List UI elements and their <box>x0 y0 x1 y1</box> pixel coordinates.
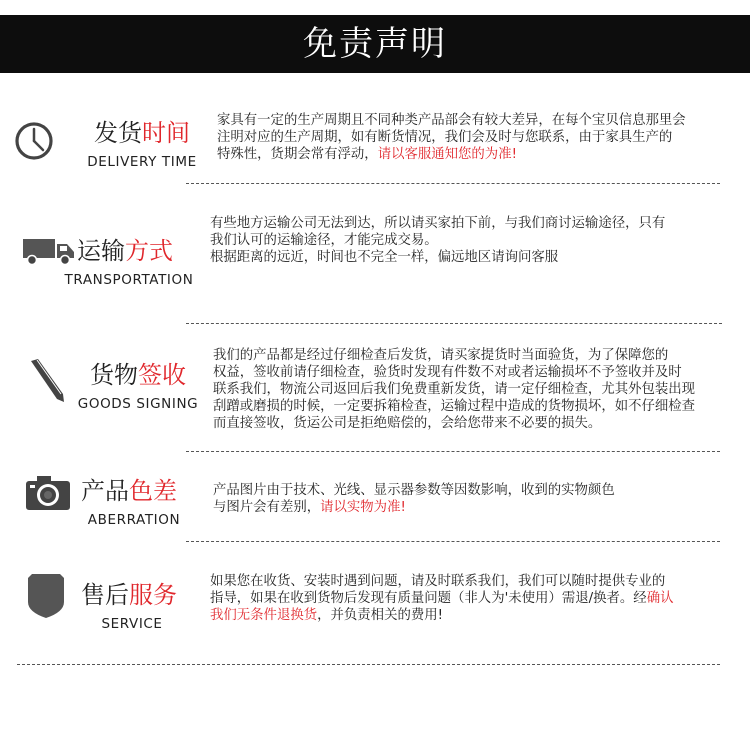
title-black: 产品 <box>81 477 129 505</box>
title-red: 方式 <box>125 237 173 265</box>
desc-highlight: 确认 <box>646 591 674 606</box>
section-title <box>72 118 212 171</box>
title-english: GOODS SIGNING <box>77 396 199 412</box>
section-title <box>62 580 202 633</box>
title-red: 签收 <box>138 361 186 389</box>
title-red: 服务 <box>129 581 177 609</box>
pen-icon <box>28 358 68 406</box>
section-description <box>210 573 745 624</box>
section-delivery-time <box>0 100 750 190</box>
desc-line: 我们的产品都是经过仔细检查后发货，请买家提货时当面验货，为了保障您的 <box>213 348 669 363</box>
desc-line: 权益，签收前请仔细检查，验货时发现有件数不对或者运输损坏不予签收并及时 <box>213 365 682 380</box>
title-black: 售后 <box>81 581 129 609</box>
section-service <box>0 560 750 660</box>
desc-line: 特殊性，货期会常有浮动， <box>217 147 378 162</box>
desc-highlight: 我们无条件退换货 <box>210 608 318 623</box>
section-description <box>217 112 737 163</box>
title-red: 色差 <box>129 477 177 505</box>
section-title <box>54 236 204 289</box>
section-goods-signing <box>0 340 750 440</box>
desc-line: 家具有一定的生产周期且不同种类产品部会有较大差异，在每个宝贝信息那里会 <box>217 113 686 128</box>
title-black: 运输 <box>77 237 125 265</box>
divider <box>17 664 720 665</box>
divider <box>186 451 720 452</box>
desc-line: 与图片会有差别， <box>213 500 321 515</box>
clock-icon <box>14 118 54 164</box>
title-english: SERVICE <box>101 616 163 632</box>
page-title: 免责声明 <box>303 24 447 64</box>
title-english: ABERRATION <box>87 512 181 528</box>
section-title <box>64 476 204 529</box>
desc-line: 而直接签收，货运公司是拒绝赔偿的，会给您带来不必要的损失。 <box>213 416 602 431</box>
section-description <box>213 347 745 432</box>
desc-line: ，并负责相关的费用! <box>317 608 444 623</box>
divider <box>186 541 720 542</box>
section-transportation <box>0 205 750 320</box>
title-english: TRANSPORTATION <box>64 272 194 288</box>
desc-line: 指导，如果在收到货物后发现有质量问题（非人为'未使用）需退/换者。经 <box>210 591 647 606</box>
section-aberration <box>0 460 750 540</box>
desc-line: 产品图片由于技术、光线、显示器参数等因数影响，收到的实物颜色 <box>213 483 615 498</box>
header-bar <box>0 15 750 73</box>
title-red: 时间 <box>142 119 190 147</box>
desc-highlight: 请以实物为准! <box>320 500 406 515</box>
desc-highlight: 请以客服通知您的为准! <box>377 147 517 162</box>
desc-line: 根据距离的远近，时间也不完全一样，偏远地区请询问客服 <box>210 250 559 265</box>
title-black: 货物 <box>90 361 138 389</box>
desc-line: 联系我们，物流公司返回后我们免费重新发货，请一定仔细检查，尤其外包装出现 <box>213 382 696 397</box>
desc-line: 如果您在收货、安装时遇到问题，请及时联系我们，我们可以随时提供专业的 <box>210 574 666 589</box>
title-black: 发货 <box>94 119 142 147</box>
title-english: DELIVERY TIME <box>87 154 197 170</box>
section-description <box>210 215 740 266</box>
desc-line: 我们认可的运输途径，才能完成交易。 <box>210 233 438 248</box>
divider <box>186 323 722 324</box>
section-description <box>213 482 743 516</box>
desc-line: 刮蹭或磨损的时候，一定要拆箱检查，运输过程中造成的货物损坏，如不仔细检查 <box>213 399 696 414</box>
desc-line: 有些地方运输公司无法到达，所以请买家拍下前，与我们商讨运输途径，只有 <box>210 216 666 231</box>
divider <box>186 183 720 184</box>
section-title <box>68 360 208 413</box>
desc-line: 注明对应的生产周期，如有断货情况，我们会及时与您联系，由于家具生产的 <box>217 130 673 145</box>
